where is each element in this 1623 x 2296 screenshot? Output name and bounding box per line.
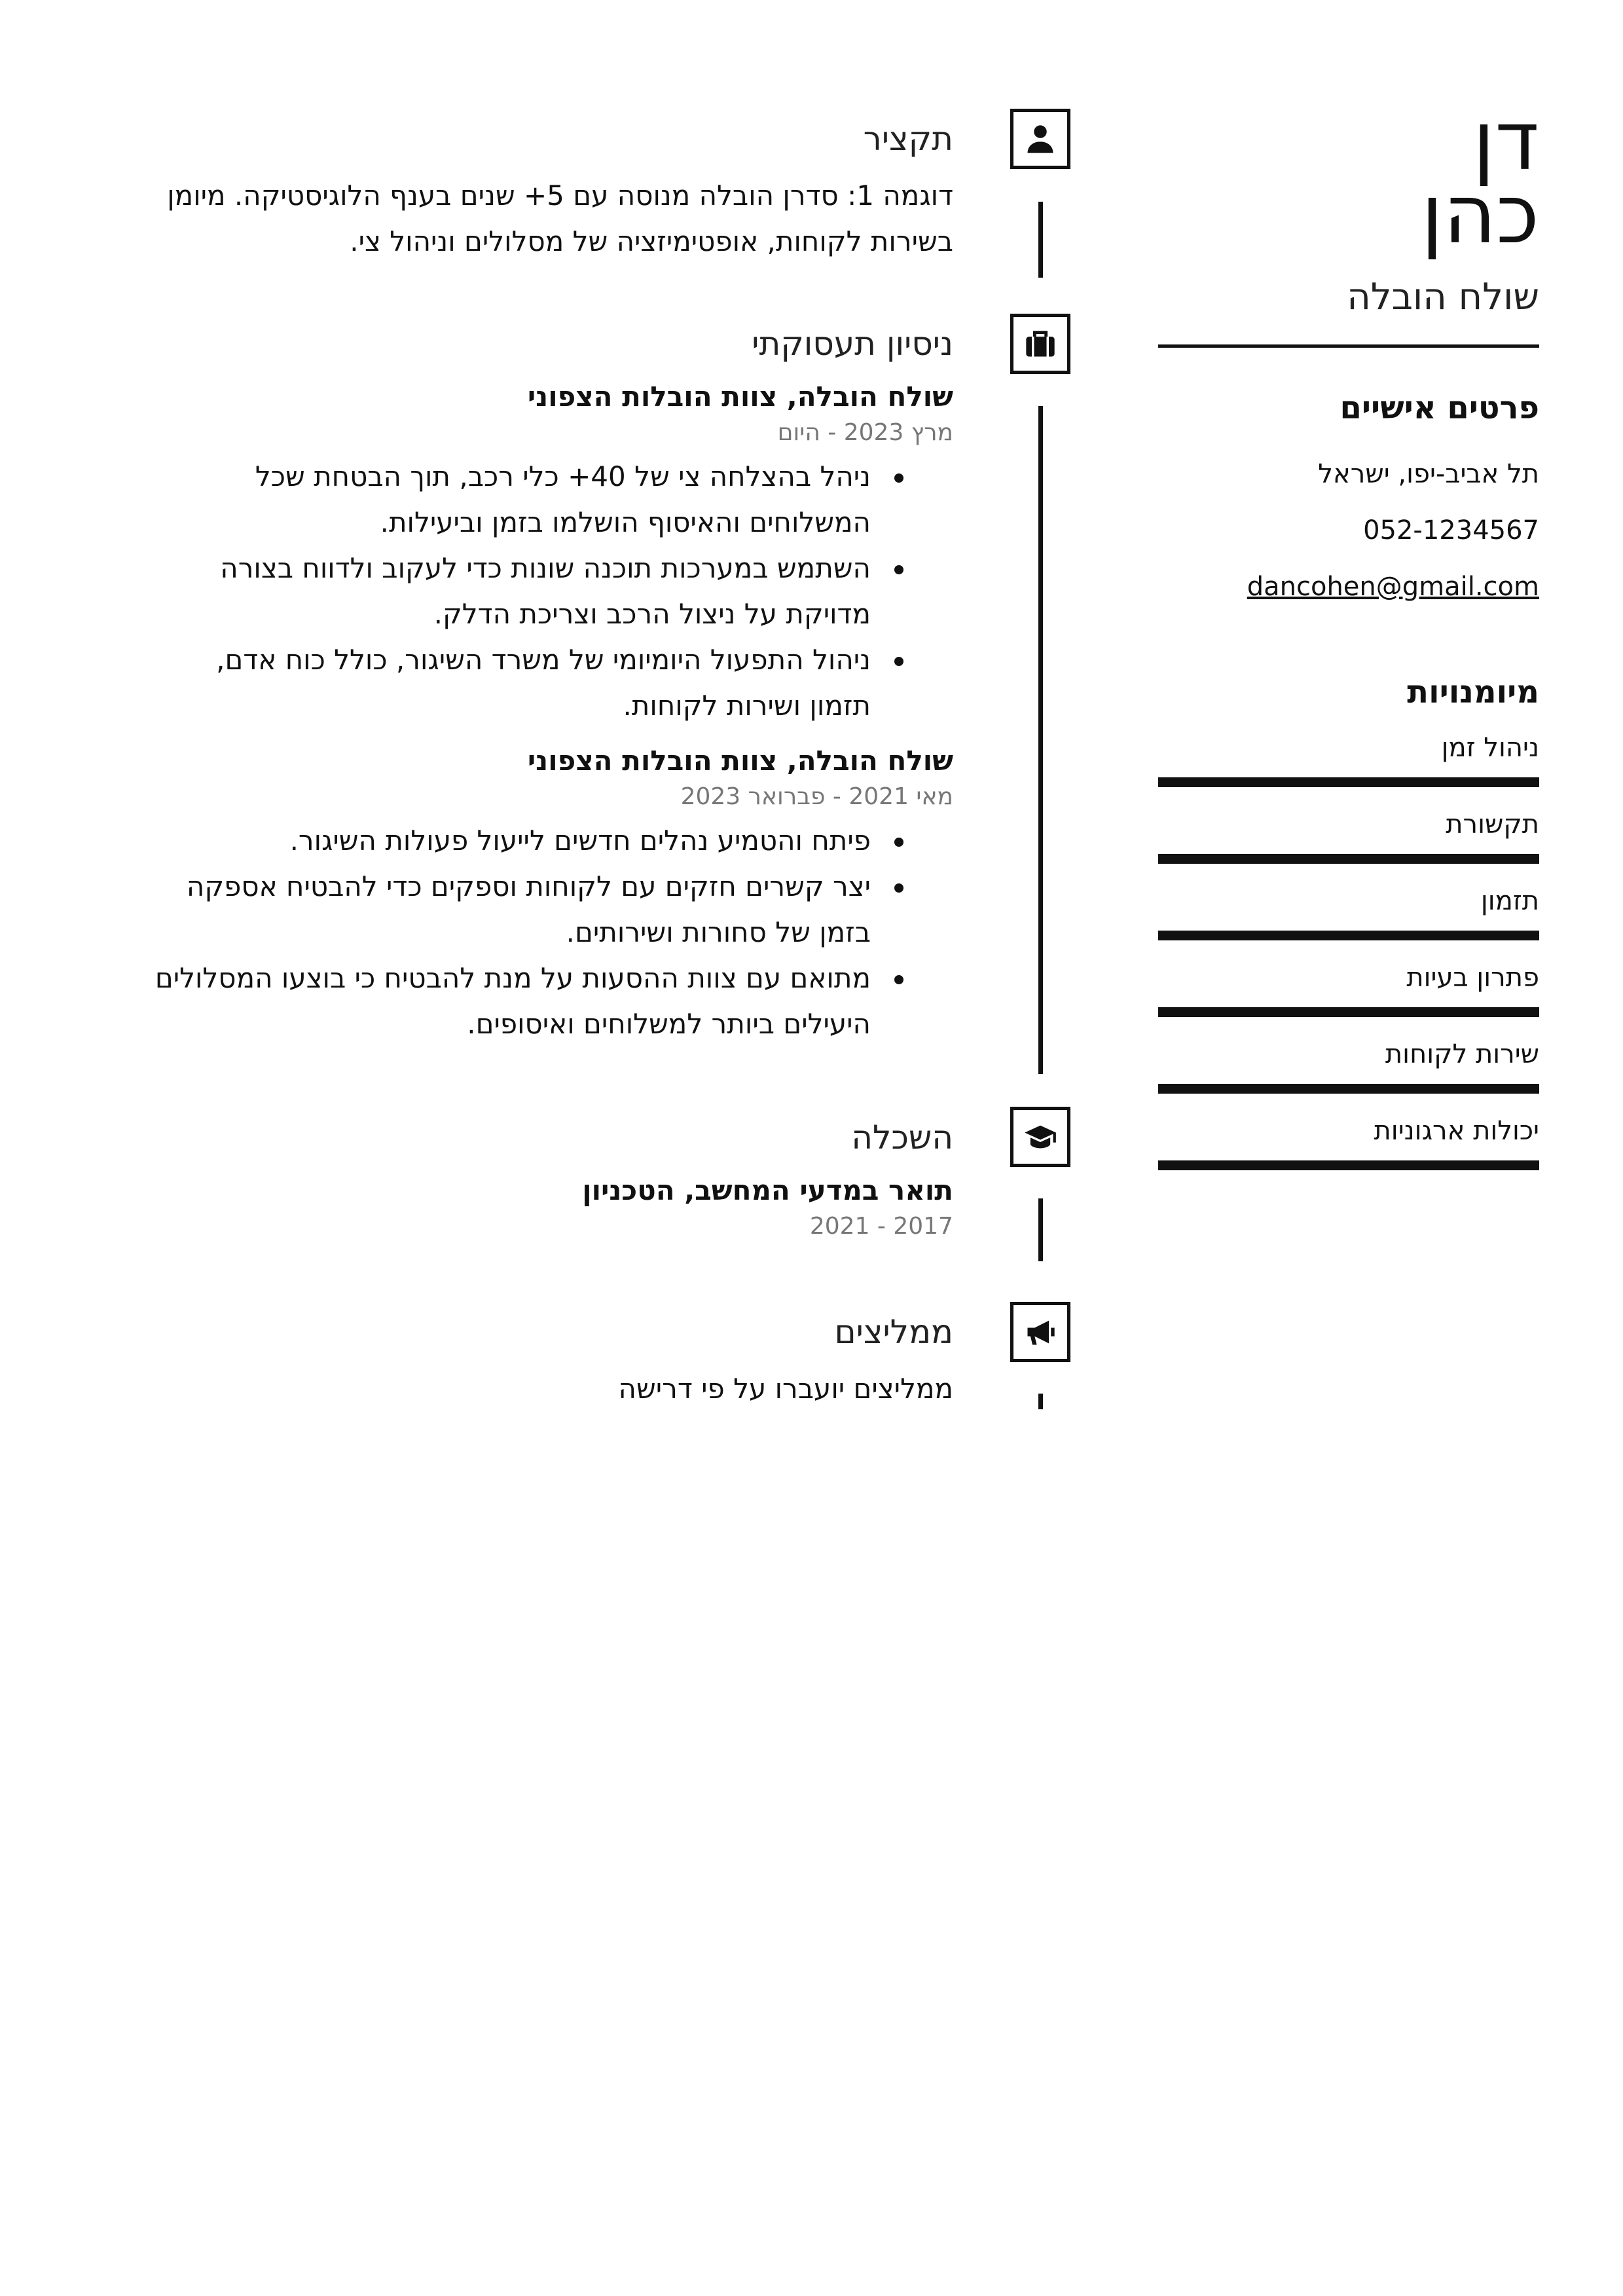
skill-name: שירות לקוחות: [1385, 1039, 1539, 1069]
graduation-cap-icon: [1023, 1120, 1057, 1154]
job-title: שולח הובלה: [1347, 276, 1539, 318]
personal-details-heading: פרטים אישיים: [1340, 390, 1539, 426]
list-item: מתואם עם צוות ההסעות על מנת להבטיח כי בוצעו המסלולים היעילים ביותר למשלוחים ואיסופים.: [148, 955, 871, 1047]
skill-level-bar: [1158, 777, 1539, 787]
skill-name: פתרון בעיות: [1406, 963, 1539, 993]
summary-text: דוגמה 1: סדרן הובלה מנוסה עם 5+ שנים בענף הלוגיסטיקה. מיומן בשירות לקוחות, אופטימיזציה של מסלולים וניהול צי.: [167, 179, 953, 257]
skill-item: [1158, 1102, 1539, 1170]
education-section: [148, 1111, 953, 1242]
summary-heading: תקציר: [863, 120, 953, 158]
experience-section: [148, 318, 953, 1047]
skill-item: [1158, 948, 1539, 1017]
skill-item: [1158, 1025, 1539, 1094]
summary-section: [148, 113, 953, 265]
degree: תואר במדעי המחשב, הטכניון: [582, 1174, 953, 1206]
skill-level-bar: [1158, 931, 1539, 940]
skill-item: [1158, 872, 1539, 940]
job-dates: מרץ 2023 - היום: [777, 419, 953, 446]
skill-name: ניהול זמן: [1441, 733, 1539, 763]
job-role: שולח הובלה, צוות הובלות הצפוני: [527, 745, 953, 777]
email-text[interactable]: dancohen@gmail.com: [1247, 572, 1539, 602]
timeline-segment: [1038, 202, 1043, 278]
list-item: השתמש במערכות תוכנה שונות כדי לעקוב ולדווח בצורה מדויקת על ניצול הרכב וצריכת הדלק.: [148, 546, 871, 637]
timeline-segment: [1038, 1198, 1043, 1261]
list-item: ניהל בהצלחה צי של 40+ כלי רכב, תוך הבטחת שכל המשלוחים והאיסוף הושלמו בזמן וביעילות.: [148, 454, 871, 546]
education-icon-box: [1010, 1107, 1070, 1167]
briefcase-icon: [1023, 327, 1057, 361]
divider: [1158, 344, 1539, 348]
skill-level-bar: [1158, 1007, 1539, 1017]
list-item: יצר קשרים חזקים עם לקוחות וספקים כדי להבטיח אספקה בזמן של סחורות ושירותים.: [148, 864, 871, 955]
job-bullets: [148, 454, 953, 729]
skills-heading: מיומנויות: [1407, 674, 1539, 711]
list-item: ניהול התפעול היומיומי של משרד השיגור, כולל כוח אדם, תזמון ושירות לקוחות.: [148, 637, 871, 729]
email-link[interactable]: [1158, 559, 1539, 615]
skill-name: יכולות ארגוניות: [1374, 1116, 1539, 1146]
personal-column: [1158, 94, 1539, 1170]
timeline-segment: [1038, 1394, 1043, 1409]
job-bullets: [148, 818, 953, 1047]
job-entry: [148, 377, 953, 729]
job-role: שולח הובלה, צוות הובלות הצפוני: [527, 380, 953, 413]
person-icon: [1023, 122, 1057, 156]
phone: 052-1234567: [1363, 515, 1539, 546]
skill-item: [1158, 795, 1539, 864]
skill-name: תזמון: [1480, 886, 1539, 916]
summary-icon-box: [1010, 109, 1070, 169]
list-item: פיתח והטמיע נהלים חדשים לייעול פעולות השיגור.: [148, 818, 871, 864]
job-dates: מאי 2021 - פברואר 2023: [680, 783, 953, 810]
references-text: ממליצים יועברו על פי דרישה: [618, 1373, 953, 1405]
experience-heading: ניסיון תעסוקתי: [752, 325, 953, 363]
job-entry: [148, 741, 953, 1047]
references-icon-box: [1010, 1302, 1070, 1362]
references-section: [148, 1306, 953, 1412]
skills-list: [1158, 718, 1539, 1170]
skill-level-bar: [1158, 854, 1539, 864]
skill-level-bar: [1158, 1084, 1539, 1094]
skill-name: תקשורת: [1446, 809, 1539, 840]
education-heading: השכלה: [851, 1119, 953, 1157]
megaphone-icon: [1023, 1315, 1057, 1349]
skill-level-bar: [1158, 1160, 1539, 1170]
skill-item: [1158, 718, 1539, 787]
experience-icon-box: [1010, 314, 1070, 374]
timeline-segment: [1038, 406, 1043, 1074]
references-heading: ממליצים: [834, 1313, 953, 1351]
education-dates: 2017 - 2021: [809, 1213, 953, 1240]
first-name: דן: [1472, 94, 1539, 189]
last-name: כהן: [1421, 168, 1539, 262]
location: תל אביב-יפו, ישראל: [1318, 459, 1539, 489]
